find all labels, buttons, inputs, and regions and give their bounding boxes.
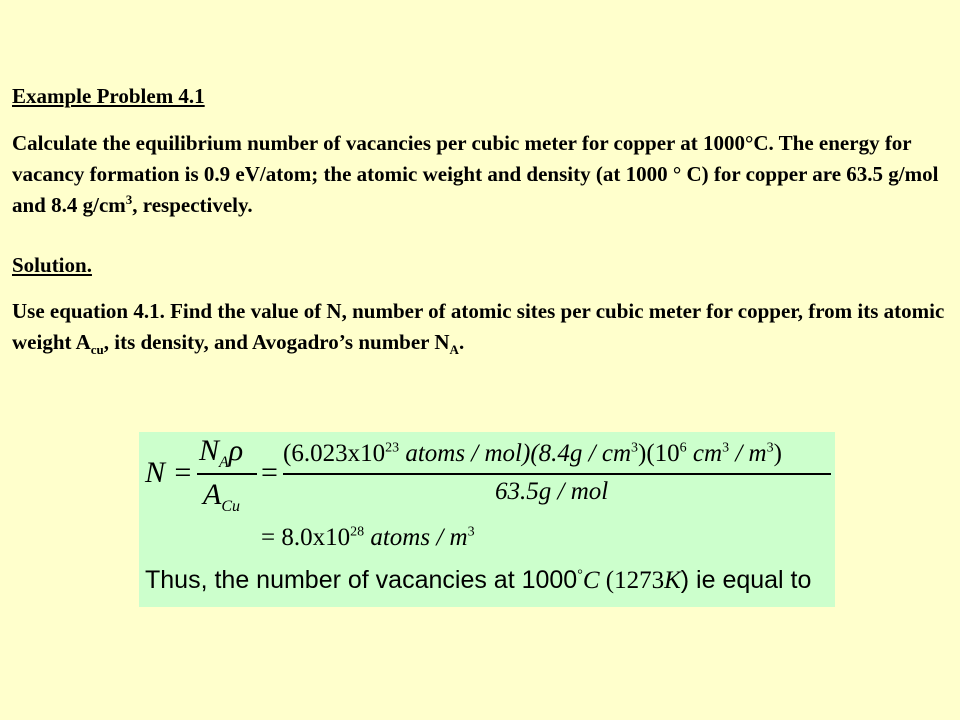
solution-text-1: Use equation 4.1. Find the value of N, number of atomic sites per cubic meter for copper, from its atomic weight A bbox=[12, 299, 945, 354]
formula-equals: = bbox=[261, 456, 278, 489]
solution-text-3: . bbox=[458, 330, 465, 354]
frac1-denominator: $A_{Cu}$ bbox=[203, 478, 240, 515]
frac1-line bbox=[197, 473, 257, 475]
formula-result: = $8.0x10^{28}$ atoms / $m^3$ bbox=[261, 524, 475, 551]
acu-subscript: cu bbox=[90, 342, 104, 358]
formula-box bbox=[139, 432, 835, 607]
frac1-numerator: $N_A\rho$ bbox=[199, 434, 244, 471]
thus-line: Thus, the number of vacancies at 1000°C (1273K) ie equal to bbox=[145, 566, 812, 594]
problem-heading: Example Problem 4.1 bbox=[12, 84, 205, 108]
na-subscript: A bbox=[449, 342, 459, 358]
frac2-denominator: 63.5g / mol bbox=[495, 478, 609, 505]
solution-text-2: , its density, and Avogadro’s number N bbox=[103, 330, 450, 354]
formula-lhs: N = bbox=[145, 456, 193, 489]
solution-text bbox=[12, 296, 952, 358]
problem-statement-text: Calculate the equilibrium number of vacancies per cubic meter for copper at 1000°C. The energy for vacancy formation is 0.9 eV/atom; the atomic weight and density (at 1000 ° C) for copper are 63.5 g/mol and 8.4 g/cm bbox=[12, 131, 939, 217]
problem-statement bbox=[12, 128, 952, 221]
problem-statement-end: , respectively. bbox=[132, 193, 253, 217]
frac2-numerator: ($6.023x10^{23}$ atoms / $mol)(8.4g / cm^3)(10^6$ $cm^3 / m^3$) bbox=[283, 440, 782, 467]
solution-heading: Solution. bbox=[12, 253, 92, 277]
cubic-superscript: 3 bbox=[125, 192, 133, 207]
frac2-line bbox=[283, 473, 831, 475]
